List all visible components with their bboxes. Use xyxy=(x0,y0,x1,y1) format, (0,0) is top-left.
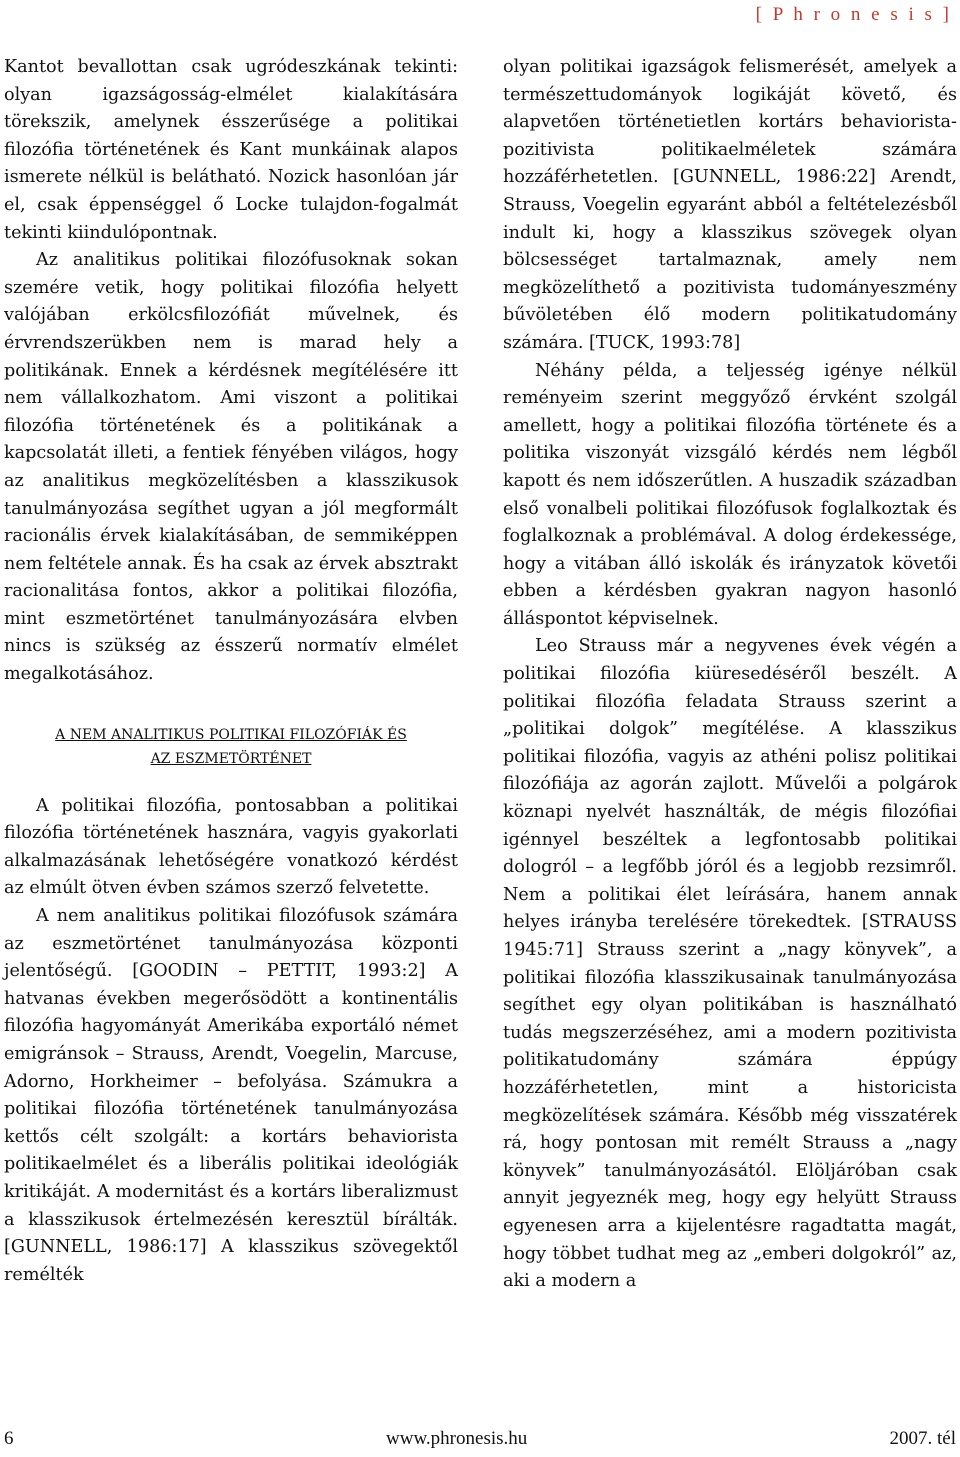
page-number: 6 xyxy=(4,1428,14,1449)
left-paragraph-1: Kantot bevallottan csak ugródeszkának tekinti: olyan igazságosság-elmélet kialakítására törekszik, amelynek ésszerűsége a politikai filozófia történetének és Kant munkáinak alapos ismerete nélkül is belátható. Nozick hasonlóan jár el, csak éppenséggel ő Locke tulajdon-fogalmát tekinti kiindulópontnak. xyxy=(4,57,458,243)
section-heading-line-1: A NEM ANALITIKUS POLITIKAI FILOZÓFIÁK ÉS xyxy=(55,726,407,743)
left-paragraph-2: Az analitikus politikai filozófusoknak sokan szemére vetik, hogy politikai filozófia helyett valójában erkölcsfilozófiát művelnek, és érvrendszerükben nem is marad hely a politikának. Ennek a kérdésnek megítélésére itt nem vállalkozhatom. Ami viszont a politikai filozófia történetének és a politikának a kapcsolatát illeti, a fentiek fényében világos, hogy az analitikus megközelítésben a klasszikusok tanulmányozása segíthet ugyan a jól megformált racionális érvek kialakításában, de semmiképpen nem feltétele annak. És ha csak az érvek absztrakt racionalitása fontos, akkor a politikai filozófia, mint eszmetörténet tanulmányozására elvben nincs is szükség az ésszerű normatív elmélet megalkotásához. xyxy=(4,250,458,685)
section-heading xyxy=(4,723,458,771)
journal-header: [ P h r o n e s i s ] xyxy=(755,4,952,25)
issue-label: 2007. tél xyxy=(889,1428,956,1449)
website-link[interactable]: www.phronesis.hu xyxy=(386,1428,528,1449)
left-paragraph-3: A politikai filozófia, pontosabban a politikai filozófia történetének hasznára, vagyis gyakorlati alkalmazásának lehetőségére vonatkozó kérdést az elmúlt ötven évben számos szerző felvetette. xyxy=(4,795,458,899)
left-column xyxy=(4,54,458,1289)
right-column xyxy=(503,54,957,1296)
right-paragraph-3: Leo Strauss már a negyvenes évek végén a politikai filozófia kiüresedéséről beszélt. A politikai filozófia feladata Strauss szerint a „politikai dolgok” megítélése. A klasszikus politikai filozófia, vagyis az athéni polisz politikai filozófiája az agorán zajlott. Művelői a polgárok köznapi nyelvét használták, de mégis filozófiai igénnyel beszéltek a legfontosabb politikai dologról – a legfőbb jóról és a legjobb rezsimről. Nem a politikai élet leírására, hanem annak helyes irányba terelésére törekedtek. [STRAUSS 1945:71] Strauss szerint a „nagy könyvek”, a politikai filozófia klasszikusainak tanulmányozása segíthet egy olyan politikában is használható tudás megszerzéséhez, ami a modern pozitivista politikatudomány számára éppúgy hozzáférhetetlen, mint a historicista megközelítések számára. Később még visszatérek rá, hogy pontosan mit remélt Strauss a „nagy könyvek” tanulmányozásától. Elöljáróban csak annyit jegyeznék meg, hogy egy helyütt Strauss egyenesen arra a kijelentésre ragadtatta magát, hogy többet tudhat meg az „emberi dolgokról” az, aki a modern a xyxy=(503,636,957,1292)
right-paragraph-1: olyan politikai igazságok felismerését, amelyek a természettudományok logikáját követő, és alapvetően történetietlen kortárs behaviorista-pozitivista politikaelméletek számára hozzáférhetetlen. [GUNNELL, 1986:22] Arendt, Strauss, Voegelin egyaránt abból a feltételezésből indult ki, hogy a klasszikus szövegek olyan bölcsességet tartalmaznak, amely nem megközelíthető a pozitivista tudományeszmény bűvöletében élő modern politikatudomány számára. [TUCK, 1993:78] xyxy=(503,57,957,353)
left-paragraph-4: A nem analitikus politikai filozófusok számára az eszmetörténet tanulmányozása központi jelentőségű. [GOODIN – PETTIT, 1993:2] A hatvanas években megerősödött a kontinentális filozófia hagyományát Amerikába exportáló német emigránsok – Strauss, Arendt, Voegelin, Marcuse, Adorno, Horkheimer – befolyása. Számukra a politikai filozófia történetének tanulmányozása kettős célt szolgált: a kortárs behaviorista politikaelmélet és a liberális politikai ideológiák kritikáját. A modernitást és a kortárs liberalizmust a klasszikusok értelmezésén keresztül bírálták. [GUNNELL, 1986:17] A klasszikus szövegektől remélték xyxy=(4,906,458,1285)
section-heading-line-2: AZ ESZMETÖRTÉNET xyxy=(150,750,312,767)
right-paragraph-2: Néhány példa, a teljesség igénye nélkül reményeim szerint meggyőző érvként szolgál amellett, hogy a politikai filozófia története és a politika viszonyát vizsgáló kérdés nem légből kapott és nem időszerűtlen. A huszadik században első vonalbeli politikai filozófusok foglalkoztak és foglalkoznak a problémával. A dolog érdekessége, hogy a vitában álló iskolák és irányzatok követői ebben a kérdésben gyakran nagyon hasonló álláspontot képviselnek. xyxy=(503,360,957,629)
